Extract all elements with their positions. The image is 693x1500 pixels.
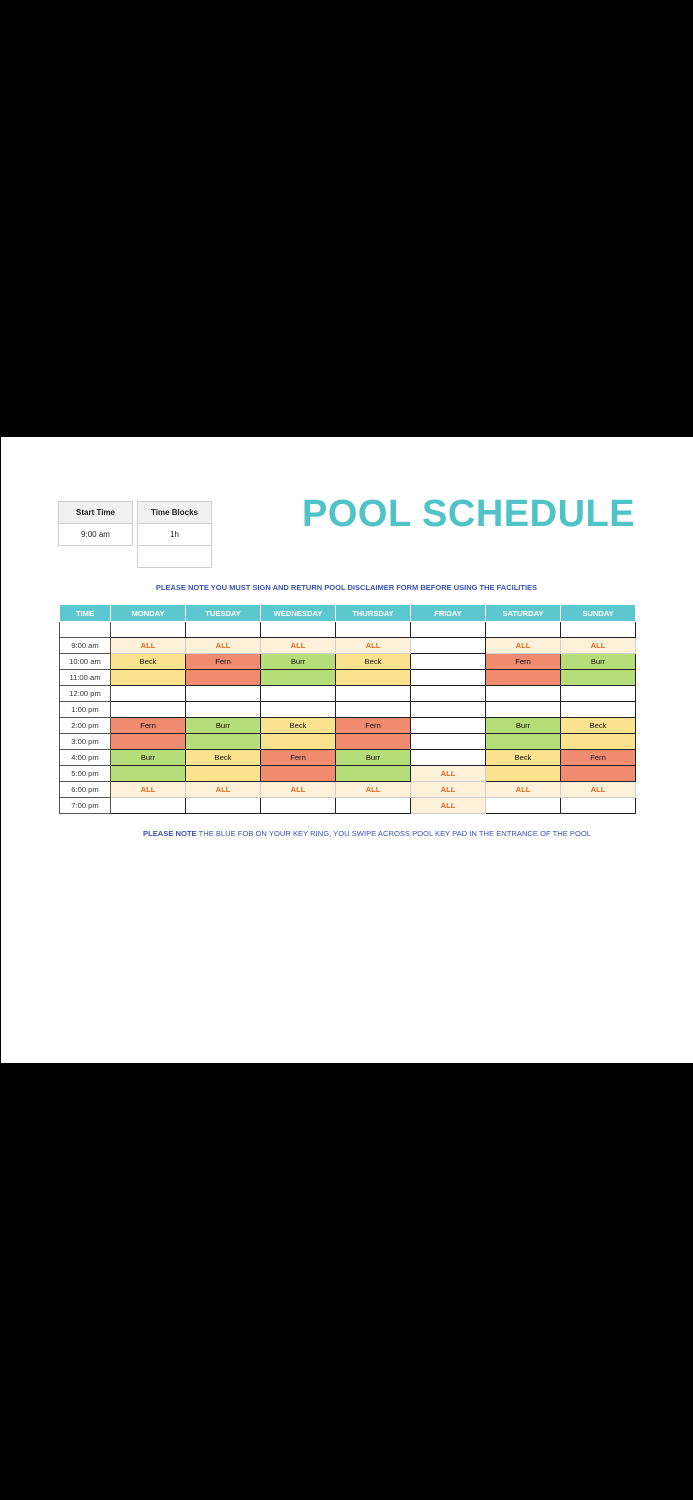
slot-cell-thursday[interactable] xyxy=(336,798,411,814)
slot-cell-wednesday[interactable] xyxy=(261,702,336,718)
time-cell[interactable]: 5:00 pm xyxy=(60,766,111,782)
header-sunday: SUNDAY xyxy=(561,605,636,622)
slot-cell-sunday[interactable] xyxy=(561,702,636,718)
slot-cell-friday[interactable] xyxy=(411,718,486,734)
slot-cell-monday[interactable] xyxy=(111,670,186,686)
schedule-row xyxy=(60,766,636,782)
time-cell[interactable]: 3:00 pm xyxy=(60,734,111,750)
slot-cell-tuesday[interactable]: Burr xyxy=(186,718,261,734)
slot-cell-wednesday[interactable]: Beck xyxy=(261,718,336,734)
fob-note xyxy=(0,829,693,838)
slot-cell-friday[interactable] xyxy=(411,686,486,702)
slot-cell-friday[interactable] xyxy=(411,638,486,654)
slot-cell-friday[interactable] xyxy=(411,750,486,766)
schedule-row xyxy=(60,734,636,750)
slot-cell-wednesday[interactable] xyxy=(261,670,336,686)
slot-cell-sunday[interactable]: Fern xyxy=(561,750,636,766)
header-time: TIME xyxy=(60,605,111,622)
slot-cell-tuesday[interactable] xyxy=(186,766,261,782)
slot-cell-tuesday[interactable] xyxy=(186,622,261,638)
schedule-row xyxy=(60,750,636,766)
slot-cell-saturday[interactable] xyxy=(486,670,561,686)
schedule-row xyxy=(60,798,636,814)
slot-cell-friday[interactable] xyxy=(411,654,486,670)
header-tuesday: TUESDAY xyxy=(186,605,261,622)
slot-cell-wednesday[interactable] xyxy=(261,766,336,782)
slot-cell-wednesday[interactable]: ALL xyxy=(261,782,336,798)
slot-cell-monday[interactable]: ALL xyxy=(111,638,186,654)
slot-cell-saturday[interactable] xyxy=(486,766,561,782)
slot-cell-saturday[interactable]: Fern xyxy=(486,654,561,670)
slot-cell-wednesday[interactable] xyxy=(261,734,336,750)
slot-cell-monday[interactable] xyxy=(111,798,186,814)
time-cell[interactable]: 11:00 am xyxy=(60,670,111,686)
slot-cell-thursday[interactable] xyxy=(336,622,411,638)
slot-cell-saturday[interactable] xyxy=(486,622,561,638)
schedule-row xyxy=(60,686,636,702)
slot-cell-friday[interactable] xyxy=(411,702,486,718)
slot-cell-sunday[interactable]: ALL xyxy=(561,782,636,798)
slot-cell-sunday[interactable]: ALL xyxy=(561,638,636,654)
header-thursday: THURSDAY xyxy=(336,605,411,622)
time-cell[interactable]: 2:00 pm xyxy=(60,718,111,734)
slot-cell-tuesday[interactable]: ALL xyxy=(186,782,261,798)
schedule-header-row xyxy=(60,605,636,622)
slot-cell-saturday[interactable] xyxy=(486,686,561,702)
slot-cell-saturday[interactable]: Burr xyxy=(486,718,561,734)
slot-cell-sunday[interactable] xyxy=(561,622,636,638)
schedule-table xyxy=(59,604,636,814)
slot-cell-monday[interactable] xyxy=(111,702,186,718)
slot-cell-friday[interactable] xyxy=(411,622,486,638)
time-cell[interactable]: 7:00 pm xyxy=(60,798,111,814)
slot-cell-sunday[interactable] xyxy=(561,766,636,782)
disclaimer-note: PLEASE NOTE YOU MUST SIGN AND RETURN POOL DISCLAIMER FORM BEFORE USING THE FACILITIES xyxy=(155,583,538,592)
schedule-row xyxy=(60,654,636,670)
slot-cell-tuesday[interactable] xyxy=(186,798,261,814)
slot-cell-thursday[interactable]: Burr xyxy=(336,750,411,766)
time-cell[interactable]: 1:00 pm xyxy=(60,702,111,718)
time-cell[interactable]: 9:00 am xyxy=(60,638,111,654)
slot-cell-saturday[interactable]: Beck xyxy=(486,750,561,766)
fob-note-bold: PLEASE NOTE xyxy=(143,829,197,838)
header-wednesday: WEDNESDAY xyxy=(261,605,336,622)
slot-cell-monday[interactable]: Burr xyxy=(111,750,186,766)
slot-cell-wednesday[interactable] xyxy=(261,622,336,638)
schedule-row xyxy=(60,782,636,798)
schedule-row xyxy=(60,702,636,718)
slot-cell-saturday[interactable] xyxy=(486,798,561,814)
start-time-table xyxy=(58,501,133,546)
slot-cell-wednesday[interactable]: Fern xyxy=(261,750,336,766)
slot-cell-tuesday[interactable] xyxy=(186,670,261,686)
slot-cell-saturday[interactable]: ALL xyxy=(486,782,561,798)
slot-cell-saturday[interactable]: ALL xyxy=(486,638,561,654)
start-time-value[interactable]: 9:00 am xyxy=(59,524,133,546)
slot-cell-monday[interactable]: ALL xyxy=(111,782,186,798)
page-title: POOL SCHEDULE xyxy=(302,493,636,535)
slot-cell-monday[interactable]: Fern xyxy=(111,718,186,734)
slot-cell-tuesday[interactable] xyxy=(186,686,261,702)
slot-cell-friday[interactable] xyxy=(411,670,486,686)
slot-cell-tuesday[interactable] xyxy=(186,734,261,750)
time-blocks-empty[interactable] xyxy=(138,546,212,568)
slot-cell-thursday[interactable]: Fern xyxy=(336,718,411,734)
time-cell[interactable]: 12:00 pm xyxy=(60,686,111,702)
slot-cell-sunday[interactable] xyxy=(561,686,636,702)
slot-cell-monday[interactable] xyxy=(111,734,186,750)
time-blocks-table xyxy=(137,501,212,568)
slot-cell-thursday[interactable]: ALL xyxy=(336,782,411,798)
slot-cell-sunday[interactable]: Burr xyxy=(561,654,636,670)
schedule-row xyxy=(60,638,636,654)
slot-cell-tuesday[interactable]: Fern xyxy=(186,654,261,670)
slot-cell-sunday[interactable] xyxy=(561,798,636,814)
slot-cell-monday[interactable] xyxy=(111,766,186,782)
fob-note-text: THE BLUE FOB ON YOUR KEY RING, YOU SWIPE ACROSS POOL KEY PAD IN THE ENTRANCE OF THE POOL xyxy=(196,829,591,838)
time-blocks-value[interactable]: 1h xyxy=(138,524,212,546)
slot-cell-sunday[interactable] xyxy=(561,670,636,686)
time-cell[interactable]: 10:00 am xyxy=(60,654,111,670)
schedule-row xyxy=(60,670,636,686)
slot-cell-monday[interactable] xyxy=(111,622,186,638)
header-saturday: SATURDAY xyxy=(486,605,561,622)
slot-cell-friday[interactable]: ALL xyxy=(411,782,486,798)
slot-cell-friday[interactable] xyxy=(411,734,486,750)
start-time-label: Start Time xyxy=(59,502,133,524)
header-monday: MONDAY xyxy=(111,605,186,622)
slot-cell-tuesday[interactable]: ALL xyxy=(186,638,261,654)
slot-cell-thursday[interactable]: ALL xyxy=(336,638,411,654)
slot-cell-monday[interactable]: Beck xyxy=(111,654,186,670)
schedule-row xyxy=(60,622,636,638)
slot-cell-thursday[interactable] xyxy=(336,734,411,750)
slot-cell-thursday[interactable] xyxy=(336,670,411,686)
slot-cell-thursday[interactable] xyxy=(336,686,411,702)
time-cell[interactable]: 6:00 pm xyxy=(60,782,111,798)
slot-cell-saturday[interactable] xyxy=(486,702,561,718)
slot-cell-tuesday[interactable] xyxy=(186,702,261,718)
slot-cell-sunday[interactable]: Beck xyxy=(561,718,636,734)
slot-cell-sunday[interactable] xyxy=(561,734,636,750)
time-blocks-label: Time Blocks xyxy=(138,502,212,524)
slot-cell-friday[interactable]: ALL xyxy=(411,798,486,814)
slot-cell-monday[interactable] xyxy=(111,686,186,702)
time-cell[interactable] xyxy=(60,622,111,638)
slot-cell-wednesday[interactable] xyxy=(261,798,336,814)
header-friday: FRIDAY xyxy=(411,605,486,622)
time-cell[interactable]: 4:00 pm xyxy=(60,750,111,766)
slot-cell-saturday[interactable] xyxy=(486,734,561,750)
slot-cell-wednesday[interactable] xyxy=(261,686,336,702)
slot-cell-friday[interactable]: ALL xyxy=(411,766,486,782)
slot-cell-thursday[interactable] xyxy=(336,766,411,782)
slot-cell-thursday[interactable] xyxy=(336,702,411,718)
slot-cell-tuesday[interactable]: Beck xyxy=(186,750,261,766)
schedule-row xyxy=(60,718,636,734)
slot-cell-wednesday[interactable]: Burr xyxy=(261,654,336,670)
slot-cell-thursday[interactable]: Beck xyxy=(336,654,411,670)
slot-cell-wednesday[interactable]: ALL xyxy=(261,638,336,654)
